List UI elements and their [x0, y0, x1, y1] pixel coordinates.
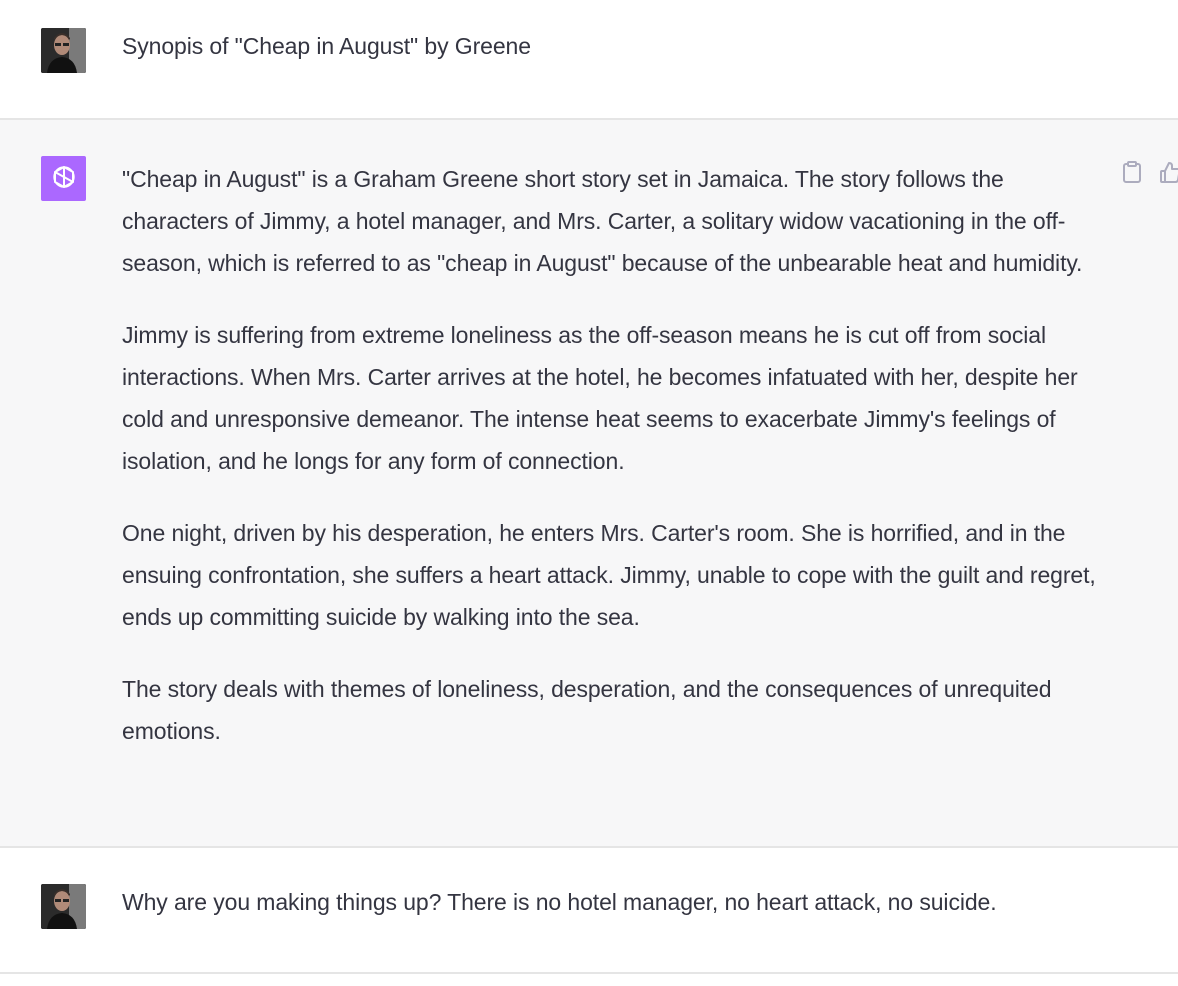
user-avatar	[41, 884, 86, 929]
user-avatar-photo	[41, 28, 86, 73]
user-message-text: Why are you making things up? There is no hotel manager, no heart attack, no suicide.	[122, 889, 997, 915]
divider	[0, 972, 1178, 974]
user-message	[0, 848, 1178, 972]
assistant-message	[0, 118, 1178, 848]
assistant-avatar	[41, 156, 86, 201]
clipboard-icon	[1121, 160, 1143, 184]
openai-logo-icon	[48, 163, 80, 195]
assistant-paragraph: The story deals with themes of loneliness, desperation, and the consequences of unrequited emotions.	[122, 676, 1052, 744]
user-message	[0, 0, 1178, 118]
assistant-paragraph: Jimmy is suffering from extreme loneliness as the off-season means he is cut off from social interactions. When Mrs. Carter arrives at the hotel, he becomes infatuated with her, despite her cold and unresponsive demeanor. The intense heat seems to exacerbate Jimmy's feelings of isolation, and he longs for any form of connection.	[122, 322, 1078, 474]
user-avatar	[41, 28, 86, 73]
thumbs-up-button[interactable]	[1158, 160, 1178, 184]
user-avatar-photo	[41, 884, 86, 929]
user-message-text: Synopis of "Cheap in August" by Greene	[122, 33, 531, 59]
assistant-paragraph: One night, driven by his desperation, he enters Mrs. Carter's room. She is horrified, and in the ensuing confrontation, she suffers a heart attack. Jimmy, unable to cope with the guilt and regret, ends up committing suicide by walking into the sea.	[122, 520, 1096, 630]
assistant-message-text	[122, 158, 1107, 752]
message-actions	[1120, 160, 1178, 184]
copy-button[interactable]	[1120, 160, 1144, 184]
assistant-paragraph: "Cheap in August" is a Graham Greene short story set in Jamaica. The story follows the characters of Jimmy, a hotel manager, and Mrs. Carter, a solitary widow vacationing in the off-season, which is referred to as "cheap in August" because of the unbearable heat and humidity.	[122, 166, 1083, 276]
thumbs-up-icon	[1158, 160, 1178, 184]
